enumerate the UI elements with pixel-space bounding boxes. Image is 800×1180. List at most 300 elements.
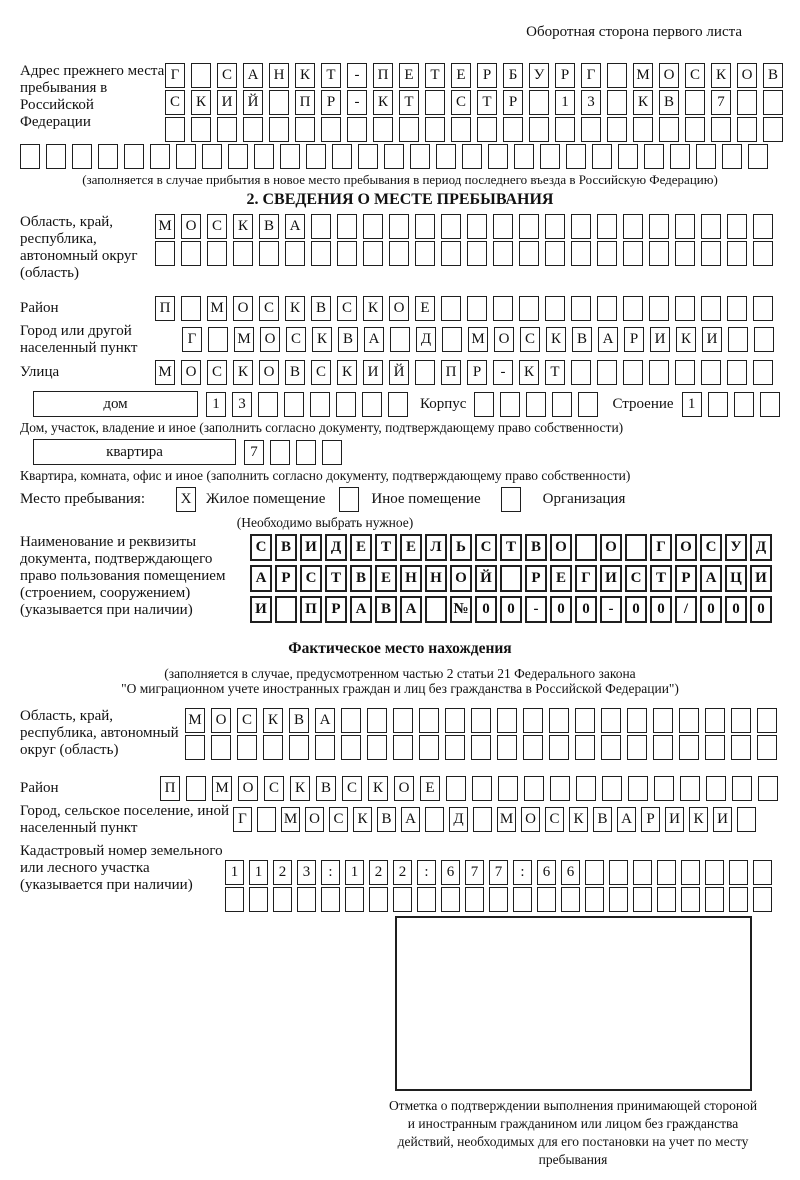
char-cell[interactable] — [254, 144, 274, 169]
char-cell[interactable]: И — [665, 807, 684, 832]
char-cell[interactable] — [389, 214, 409, 239]
char-cell[interactable] — [681, 860, 700, 885]
char-cell[interactable] — [618, 144, 638, 169]
char-cell[interactable] — [388, 392, 408, 417]
char-cell[interactable] — [419, 735, 439, 760]
char-cell[interactable]: С — [685, 63, 705, 88]
char-cell[interactable]: О — [259, 360, 279, 385]
char-cell[interactable]: Р — [555, 63, 575, 88]
char-cell[interactable]: К — [285, 296, 305, 321]
char-cell[interactable] — [561, 887, 580, 912]
char-cell[interactable] — [575, 735, 595, 760]
char-cell[interactable]: Л — [425, 534, 447, 561]
char-cell[interactable]: В — [259, 214, 279, 239]
char-cell[interactable] — [471, 735, 491, 760]
char-cell[interactable]: Е — [375, 565, 397, 592]
char-cell[interactable]: Р — [321, 90, 341, 115]
char-cell[interactable] — [722, 144, 742, 169]
char-cell[interactable] — [297, 887, 316, 912]
char-cell[interactable]: О — [389, 296, 409, 321]
char-cell[interactable]: 0 — [750, 596, 772, 623]
char-cell[interactable]: - — [347, 63, 367, 88]
char-cell[interactable] — [727, 360, 747, 385]
char-cell[interactable] — [124, 144, 144, 169]
char-cell[interactable] — [425, 90, 445, 115]
char-cell[interactable]: П — [441, 360, 461, 385]
char-cell[interactable]: К — [633, 90, 653, 115]
char-cell[interactable] — [345, 887, 364, 912]
char-cell[interactable]: Р — [275, 565, 297, 592]
char-cell[interactable] — [474, 392, 494, 417]
char-cell[interactable]: В — [659, 90, 679, 115]
char-cell[interactable] — [705, 708, 725, 733]
char-cell[interactable] — [207, 241, 227, 266]
char-cell[interactable]: 1 — [555, 90, 575, 115]
char-cell[interactable]: 7 — [465, 860, 484, 885]
char-cell[interactable]: 1 — [345, 860, 364, 885]
char-cell[interactable] — [462, 144, 482, 169]
char-cell[interactable]: Р — [477, 63, 497, 88]
char-cell[interactable]: У — [725, 534, 747, 561]
char-cell[interactable] — [270, 440, 290, 465]
char-cell[interactable] — [441, 296, 461, 321]
char-cell[interactable] — [341, 708, 361, 733]
char-cell[interactable] — [513, 887, 532, 912]
char-cell[interactable] — [657, 887, 676, 912]
char-cell[interactable] — [410, 144, 430, 169]
char-cell[interactable] — [471, 708, 491, 733]
char-cell[interactable] — [571, 296, 591, 321]
char-cell[interactable]: К — [373, 90, 393, 115]
char-cell[interactable] — [763, 90, 783, 115]
char-cell[interactable] — [445, 735, 465, 760]
char-cell[interactable]: Т — [477, 90, 497, 115]
char-cell[interactable] — [497, 708, 517, 733]
char-cell[interactable]: Т — [375, 534, 397, 561]
char-cell[interactable] — [649, 296, 669, 321]
char-cell[interactable] — [155, 241, 175, 266]
char-cell[interactable]: А — [400, 596, 422, 623]
char-cell[interactable]: А — [700, 565, 722, 592]
char-cell[interactable]: Е — [451, 63, 471, 88]
char-cell[interactable] — [451, 117, 471, 142]
char-cell[interactable] — [46, 144, 66, 169]
char-cell[interactable]: К — [546, 327, 566, 352]
char-cell[interactable] — [191, 63, 211, 88]
char-cell[interactable] — [575, 708, 595, 733]
char-cell[interactable] — [519, 296, 539, 321]
char-cell[interactable]: В — [289, 708, 309, 733]
char-cell[interactable] — [503, 117, 523, 142]
char-cell[interactable]: М — [281, 807, 300, 832]
char-cell[interactable] — [280, 144, 300, 169]
char-cell[interactable] — [602, 776, 622, 801]
char-cell[interactable] — [275, 596, 297, 623]
char-cell[interactable]: О — [737, 63, 757, 88]
char-cell[interactable] — [623, 241, 643, 266]
char-cell[interactable] — [753, 360, 773, 385]
char-cell[interactable] — [592, 144, 612, 169]
char-cell[interactable] — [727, 296, 747, 321]
char-cell[interactable]: О — [260, 327, 280, 352]
char-cell[interactable] — [566, 144, 586, 169]
char-cell[interactable]: С — [451, 90, 471, 115]
char-cell[interactable] — [633, 117, 653, 142]
char-cell[interactable] — [493, 214, 513, 239]
char-cell[interactable]: К — [689, 807, 708, 832]
char-cell[interactable] — [165, 117, 185, 142]
char-cell[interactable]: Е — [400, 534, 422, 561]
char-cell[interactable] — [601, 708, 621, 733]
char-cell[interactable] — [358, 144, 378, 169]
char-cell[interactable] — [607, 117, 627, 142]
char-cell[interactable] — [384, 144, 404, 169]
char-cell[interactable]: Е — [415, 296, 435, 321]
char-cell[interactable]: А — [243, 63, 263, 88]
char-cell[interactable]: / — [675, 596, 697, 623]
char-cell[interactable] — [472, 776, 492, 801]
char-cell[interactable]: Й — [389, 360, 409, 385]
char-cell[interactable] — [233, 241, 253, 266]
char-cell[interactable]: Р — [624, 327, 644, 352]
char-cell[interactable]: 6 — [537, 860, 556, 885]
char-cell[interactable] — [473, 807, 492, 832]
char-cell[interactable] — [727, 214, 747, 239]
char-cell[interactable]: 1 — [206, 392, 226, 417]
char-cell[interactable]: Р — [641, 807, 660, 832]
char-cell[interactable] — [393, 708, 413, 733]
char-cell[interactable] — [537, 887, 556, 912]
char-cell[interactable]: К — [312, 327, 332, 352]
char-cell[interactable] — [363, 241, 383, 266]
char-cell[interactable] — [696, 144, 716, 169]
char-cell[interactable]: С — [264, 776, 284, 801]
char-cell[interactable]: Т — [545, 360, 565, 385]
char-cell[interactable] — [753, 887, 772, 912]
char-cell[interactable]: 7 — [489, 860, 508, 885]
char-cell[interactable] — [555, 117, 575, 142]
char-cell[interactable]: Е — [399, 63, 419, 88]
char-cell[interactable] — [731, 708, 751, 733]
char-cell[interactable]: К — [353, 807, 372, 832]
char-cell[interactable]: 0 — [475, 596, 497, 623]
char-cell[interactable] — [540, 144, 560, 169]
char-cell[interactable]: Ь — [450, 534, 472, 561]
char-cell[interactable] — [519, 241, 539, 266]
char-cell[interactable] — [393, 735, 413, 760]
char-cell[interactable] — [489, 887, 508, 912]
char-cell[interactable] — [306, 144, 326, 169]
checkbox-inoe[interactable] — [339, 487, 359, 512]
char-cell[interactable]: С — [259, 296, 279, 321]
char-cell[interactable]: Т — [321, 63, 341, 88]
char-cell[interactable] — [701, 241, 721, 266]
char-cell[interactable]: С — [700, 534, 722, 561]
char-cell[interactable] — [523, 735, 543, 760]
char-cell[interactable]: Н — [400, 565, 422, 592]
char-cell[interactable] — [446, 776, 466, 801]
char-cell[interactable] — [322, 440, 342, 465]
char-cell[interactable] — [701, 214, 721, 239]
char-cell[interactable] — [186, 776, 206, 801]
char-cell[interactable] — [705, 735, 725, 760]
char-cell[interactable] — [550, 776, 570, 801]
char-cell[interactable]: В — [377, 807, 396, 832]
char-cell[interactable] — [488, 144, 508, 169]
char-cell[interactable] — [731, 735, 751, 760]
char-cell[interactable] — [679, 735, 699, 760]
char-cell[interactable]: С — [286, 327, 306, 352]
char-cell[interactable]: И — [217, 90, 237, 115]
char-cell[interactable]: 2 — [273, 860, 292, 885]
char-cell[interactable] — [315, 735, 335, 760]
char-cell[interactable]: С — [207, 214, 227, 239]
char-cell[interactable] — [758, 776, 778, 801]
char-cell[interactable] — [176, 144, 196, 169]
char-cell[interactable]: А — [285, 214, 305, 239]
char-cell[interactable]: С — [337, 296, 357, 321]
char-cell[interactable] — [269, 117, 289, 142]
char-cell[interactable] — [393, 887, 412, 912]
char-cell[interactable] — [296, 440, 316, 465]
char-cell[interactable] — [369, 887, 388, 912]
char-cell[interactable]: М — [212, 776, 232, 801]
char-cell[interactable]: К — [233, 360, 253, 385]
char-cell[interactable]: П — [155, 296, 175, 321]
char-cell[interactable] — [597, 296, 617, 321]
char-cell[interactable]: С — [300, 565, 322, 592]
char-cell[interactable] — [729, 887, 748, 912]
char-cell[interactable]: 0 — [650, 596, 672, 623]
char-cell[interactable] — [524, 776, 544, 801]
char-cell[interactable] — [628, 776, 648, 801]
char-cell[interactable] — [597, 214, 617, 239]
char-cell[interactable]: О — [233, 296, 253, 321]
char-cell[interactable]: : — [417, 860, 436, 885]
char-cell[interactable]: Г — [650, 534, 672, 561]
char-cell[interactable] — [425, 807, 444, 832]
char-cell[interactable]: О — [659, 63, 679, 88]
char-cell[interactable]: В — [350, 565, 372, 592]
char-cell[interactable]: С — [329, 807, 348, 832]
char-cell[interactable] — [571, 241, 591, 266]
char-cell[interactable] — [729, 860, 748, 885]
char-cell[interactable]: О — [305, 807, 324, 832]
char-cell[interactable] — [273, 887, 292, 912]
char-cell[interactable]: Е — [350, 534, 372, 561]
char-cell[interactable]: О — [394, 776, 414, 801]
char-cell[interactable]: У — [529, 63, 549, 88]
char-cell[interactable] — [185, 735, 205, 760]
char-cell[interactable] — [311, 214, 331, 239]
char-cell[interactable] — [243, 117, 263, 142]
char-cell[interactable]: М — [633, 63, 653, 88]
char-cell[interactable] — [467, 296, 487, 321]
char-cell[interactable]: В — [338, 327, 358, 352]
char-cell[interactable] — [711, 117, 731, 142]
char-cell[interactable]: И — [363, 360, 383, 385]
char-cell[interactable]: О — [211, 708, 231, 733]
char-cell[interactable]: С — [217, 63, 237, 88]
char-cell[interactable]: 0 — [500, 596, 522, 623]
char-cell[interactable] — [675, 296, 695, 321]
char-cell[interactable] — [757, 708, 777, 733]
char-cell[interactable] — [644, 144, 664, 169]
char-cell[interactable]: : — [321, 860, 340, 885]
char-cell[interactable] — [445, 708, 465, 733]
char-cell[interactable] — [649, 241, 669, 266]
char-cell[interactable]: Т — [500, 534, 522, 561]
char-cell[interactable] — [681, 887, 700, 912]
char-cell[interactable] — [545, 241, 565, 266]
char-cell[interactable]: Г — [182, 327, 202, 352]
char-cell[interactable] — [257, 807, 276, 832]
char-cell[interactable] — [467, 214, 487, 239]
char-cell[interactable]: К — [337, 360, 357, 385]
char-cell[interactable]: М — [234, 327, 254, 352]
char-cell[interactable] — [597, 360, 617, 385]
char-cell[interactable] — [737, 117, 757, 142]
char-cell[interactable]: А — [315, 708, 335, 733]
char-cell[interactable] — [753, 241, 773, 266]
char-cell[interactable] — [727, 241, 747, 266]
char-cell[interactable]: О — [521, 807, 540, 832]
char-cell[interactable] — [659, 117, 679, 142]
char-cell[interactable]: С — [237, 708, 257, 733]
char-cell[interactable] — [465, 887, 484, 912]
char-cell[interactable] — [321, 117, 341, 142]
char-cell[interactable]: П — [373, 63, 393, 88]
char-cell[interactable] — [757, 735, 777, 760]
char-cell[interactable] — [415, 241, 435, 266]
char-cell[interactable]: В — [375, 596, 397, 623]
char-cell[interactable]: Г — [233, 807, 252, 832]
char-cell[interactable] — [701, 296, 721, 321]
char-cell[interactable] — [529, 117, 549, 142]
char-cell[interactable] — [526, 392, 546, 417]
char-cell[interactable] — [191, 117, 211, 142]
char-cell[interactable]: Е — [420, 776, 440, 801]
char-cell[interactable]: : — [513, 860, 532, 885]
char-cell[interactable] — [519, 214, 539, 239]
char-cell[interactable] — [653, 708, 673, 733]
char-cell[interactable] — [321, 887, 340, 912]
char-cell[interactable] — [467, 241, 487, 266]
char-cell[interactable] — [705, 887, 724, 912]
char-cell[interactable]: К — [676, 327, 696, 352]
char-cell[interactable]: 3 — [232, 392, 252, 417]
char-cell[interactable] — [675, 360, 695, 385]
char-cell[interactable] — [571, 360, 591, 385]
char-cell[interactable]: С — [207, 360, 227, 385]
char-cell[interactable]: 2 — [369, 860, 388, 885]
char-cell[interactable] — [269, 90, 289, 115]
char-cell[interactable] — [20, 144, 40, 169]
char-cell[interactable] — [498, 776, 518, 801]
char-cell[interactable] — [441, 887, 460, 912]
char-cell[interactable]: Р — [503, 90, 523, 115]
char-cell[interactable]: Т — [650, 565, 672, 592]
char-cell[interactable]: К — [711, 63, 731, 88]
char-cell[interactable] — [549, 735, 569, 760]
char-cell[interactable]: Р — [675, 565, 697, 592]
char-cell[interactable] — [549, 708, 569, 733]
char-cell[interactable]: О — [675, 534, 697, 561]
char-cell[interactable] — [98, 144, 118, 169]
char-cell[interactable] — [607, 63, 627, 88]
char-cell[interactable]: Р — [325, 596, 347, 623]
char-cell[interactable] — [627, 735, 647, 760]
char-cell[interactable]: С — [545, 807, 564, 832]
char-cell[interactable]: О — [550, 534, 572, 561]
char-cell[interactable] — [654, 776, 674, 801]
char-cell[interactable] — [597, 241, 617, 266]
char-cell[interactable]: С — [342, 776, 362, 801]
char-cell[interactable]: 0 — [575, 596, 597, 623]
char-cell[interactable]: А — [250, 565, 272, 592]
char-cell[interactable] — [258, 392, 278, 417]
char-cell[interactable] — [523, 708, 543, 733]
char-cell[interactable]: О — [600, 534, 622, 561]
char-cell[interactable] — [571, 214, 591, 239]
char-cell[interactable] — [670, 144, 690, 169]
char-cell[interactable] — [442, 327, 462, 352]
char-cell[interactable] — [367, 735, 387, 760]
char-cell[interactable] — [415, 214, 435, 239]
char-cell[interactable] — [419, 708, 439, 733]
char-cell[interactable]: В — [285, 360, 305, 385]
char-cell[interactable]: К — [368, 776, 388, 801]
char-cell[interactable]: В — [763, 63, 783, 88]
char-cell[interactable]: И — [750, 565, 772, 592]
char-cell[interactable] — [211, 735, 231, 760]
char-cell[interactable] — [737, 807, 756, 832]
char-cell[interactable] — [760, 392, 780, 417]
char-cell[interactable]: К — [290, 776, 310, 801]
char-cell[interactable]: - — [347, 90, 367, 115]
char-cell[interactable]: М — [155, 360, 175, 385]
char-cell[interactable] — [259, 241, 279, 266]
char-cell[interactable] — [514, 144, 534, 169]
char-cell[interactable]: - — [525, 596, 547, 623]
char-cell[interactable] — [285, 241, 305, 266]
char-cell[interactable] — [202, 144, 222, 169]
char-cell[interactable]: М — [155, 214, 175, 239]
char-cell[interactable]: О — [181, 214, 201, 239]
char-cell[interactable]: В — [311, 296, 331, 321]
char-cell[interactable]: 6 — [441, 860, 460, 885]
char-cell[interactable] — [477, 117, 497, 142]
char-cell[interactable] — [623, 296, 643, 321]
char-cell[interactable] — [653, 735, 673, 760]
char-cell[interactable] — [601, 735, 621, 760]
char-cell[interactable] — [289, 735, 309, 760]
char-cell[interactable] — [284, 392, 304, 417]
char-cell[interactable]: Г — [575, 565, 597, 592]
char-cell[interactable]: Д — [750, 534, 772, 561]
char-cell[interactable] — [585, 887, 604, 912]
char-cell[interactable] — [441, 241, 461, 266]
char-cell[interactable] — [363, 214, 383, 239]
char-cell[interactable] — [336, 392, 356, 417]
char-cell[interactable]: 0 — [700, 596, 722, 623]
char-cell[interactable] — [367, 708, 387, 733]
char-cell[interactable] — [415, 360, 435, 385]
char-cell[interactable]: К — [263, 708, 283, 733]
char-cell[interactable]: 0 — [625, 596, 647, 623]
char-cell[interactable]: О — [450, 565, 472, 592]
char-cell[interactable] — [399, 117, 419, 142]
